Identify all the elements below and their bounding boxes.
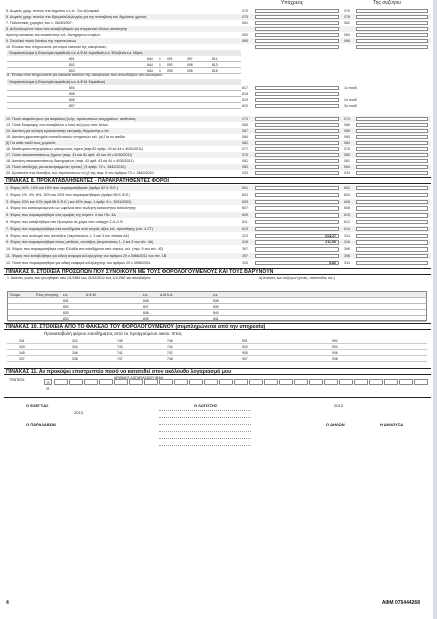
spouse-code: 066 — [344, 39, 350, 43]
rent-code-m: 095 — [167, 69, 173, 73]
accountant-field-line[interactable] — [159, 417, 251, 418]
taxpayer-amount-field[interactable] — [255, 171, 339, 175]
spouse-amount-field[interactable] — [356, 9, 428, 13]
accountant-fields — [159, 410, 251, 454]
office-code: 745 — [117, 339, 123, 343]
student-k-code: 820 — [242, 104, 248, 108]
iban-digit-box[interactable] — [84, 379, 98, 385]
dependent-code2: 848 — [143, 311, 149, 315]
taxpayer-amount-field[interactable] — [255, 15, 339, 19]
student-rent-title: 11. Ενοίκιο που πληρώνεστε για κατοικία παιδιών της οικογένειας που σπουδάζουν στο εσωτερικό: — [6, 73, 163, 77]
bank-label: ΤΡΑΠΕΖΑ — [9, 378, 25, 382]
office-code: 906 — [332, 351, 338, 355]
section-9-header-cell: κ.κ. — [143, 293, 149, 297]
iban-digit-box[interactable] — [54, 379, 68, 385]
form-row — [4, 246, 431, 252]
spouse-amount-field[interactable] — [356, 15, 428, 19]
dependent-code3: 840 — [213, 311, 219, 315]
student-k-code: 817 — [242, 86, 248, 90]
taxpayer-amount-field[interactable] — [255, 123, 339, 127]
spouse-amount-field[interactable] — [356, 45, 428, 49]
iban-digit-box[interactable] — [189, 379, 203, 385]
iban-digit-box[interactable] — [279, 379, 293, 385]
dependent-code2: 847 — [143, 305, 149, 309]
office-code: 344 — [72, 345, 78, 349]
office-code: 907 — [242, 357, 248, 361]
taxpayer-code: 077 — [242, 147, 248, 151]
accountant-label: Ο ΛΟΓΙΣΤΗΣ — [194, 403, 218, 408]
spouse-code: 612 — [344, 220, 350, 224]
year-label: 2013 — [74, 410, 83, 415]
student-amount-field[interactable] — [255, 92, 339, 96]
iban-label: ΑΡΙΘΜΟΣ ΛΟΓΑΡΙΑΣΜΟΥ IBAN — [114, 376, 164, 380]
iban-digit-box[interactable] — [219, 379, 233, 385]
spouse-amount-field[interactable] — [356, 227, 428, 231]
rent-code-m2: 098 — [187, 63, 193, 67]
accountant-field-line[interactable] — [159, 424, 251, 425]
taxpayer-code: 082 — [242, 141, 248, 145]
taxpayer-amount-field[interactable] — [255, 159, 339, 163]
office-code: 342 — [72, 339, 78, 343]
section-9-title: ΠΙΝΑΚΑΣ 9. ΣΤΟΙΧΕΙΑ ΠΡΟΣΩΠΩΝ ΠΟΥ ΣΥΝΟΙΚΟΥΝ ΜΕ ΤΟΥΣ ΦΟΡΟΛΟΓΟΥΜΕΝΟΥΣ ΚΑΙ ΤΟΥΣ ΒΑΡΥΝΟΥΝ — [4, 268, 431, 275]
spouse-code: 083 — [344, 141, 350, 145]
form-row — [4, 233, 431, 239]
row-label: β) Για κάθε παιδί τους χωριστά: — [6, 141, 56, 145]
spouse-amount-field[interactable] — [356, 33, 428, 37]
office-code: 742 — [167, 351, 173, 355]
taxpayer-code: 613 — [242, 226, 248, 231]
spouse-amount-field[interactable] — [356, 129, 428, 133]
spouse-code: 068 — [344, 129, 350, 133]
dependent-code2: 849 — [143, 317, 149, 321]
child-label: 2ο παιδί — [344, 98, 358, 102]
taxpayer-amount-field[interactable] — [255, 21, 339, 25]
taxpayer-code: 083 — [242, 165, 248, 169]
taxpayer-amount-field[interactable] — [255, 227, 339, 231]
page-footer — [6, 600, 426, 608]
taxpayer-amount-field[interactable] — [255, 9, 339, 13]
iban-digit-box[interactable] — [99, 379, 113, 385]
student-code: 805 — [69, 92, 75, 96]
taxpayer-amount-field[interactable] — [255, 45, 339, 49]
iban-digit-box[interactable] — [129, 379, 143, 385]
year2-label: 2013 — [334, 403, 343, 408]
taxpayer-code: 065 — [242, 39, 248, 43]
iban-digit-box[interactable] — [264, 379, 278, 385]
taxpayer-amount-field[interactable] — [255, 200, 339, 204]
row-label: 20. Εμπίπτετε στις διατάξεις των περιπτώσεων α ή β της παρ. 9 του άρθρου 73 ν. 3842/2010: — [6, 171, 155, 175]
form-row — [4, 199, 431, 205]
office-code: 903 — [242, 345, 248, 349]
taxpayer-code: 611 — [242, 220, 248, 224]
spouse-amount-field[interactable] — [356, 123, 428, 127]
row-label: 13. Ποσό διατροφής που καταβάλλει ο ένας σύζυγος στον άλλον — [6, 123, 109, 127]
spouse-amount-field[interactable] — [356, 27, 428, 31]
taxpayer-code: 033 — [242, 171, 248, 175]
child-label: 1ο παιδί — [344, 86, 358, 90]
row-label: 18. Δαπάνη αποκαταστάσεως διατηρητέων (παρ. 42 αρθ. 43 κα 44 ν.4030/2011) — [6, 159, 134, 163]
student-amount-field[interactable] — [255, 104, 339, 108]
rent-code-m: 091 — [167, 57, 173, 61]
section-9-note-right: α) Ανιόντες των συζύγων (γονείς, παππούδες κτλ.) — [259, 276, 335, 280]
spouse-amount-field[interactable] — [356, 117, 428, 121]
dependent-code2: 846 — [143, 299, 149, 303]
section-9-header-cell: Έτος γέννησης — [36, 293, 59, 297]
spouse-amount-field[interactable] — [356, 206, 428, 210]
taxpayer-amount-field[interactable] — [255, 247, 339, 251]
divider — [4, 397, 431, 398]
taxpayer-code: 075 — [242, 9, 248, 13]
student-k-code: 819 — [242, 98, 248, 102]
taxpayer-amount-field[interactable] — [255, 135, 339, 139]
student-code: 804 — [69, 86, 75, 90]
office-code: 901 — [242, 339, 248, 343]
form-row — [4, 170, 431, 176]
rent-code: 801 — [69, 57, 75, 61]
form-row — [4, 44, 431, 50]
office-code: 747 — [117, 357, 123, 361]
row-label: 15. Δαπάνη φροντιστηρίου εκπαιδευτικών υπηρεσιών κτλ. (α) Για τα παιδιά — [6, 135, 125, 139]
accountant-field-line[interactable] — [159, 438, 251, 439]
spouse-amount-field[interactable] — [356, 193, 428, 197]
iban-digit-box[interactable] — [249, 379, 263, 385]
section-9-table — [7, 291, 427, 321]
taxpayer-code: 079 — [242, 153, 248, 157]
iban-digit-box[interactable] — [309, 379, 323, 385]
student-amount-field[interactable] — [255, 98, 339, 102]
taxpayer-amount-field[interactable] — [255, 147, 339, 151]
office-code: 744 — [167, 345, 173, 349]
taxpayer-amount-field[interactable] — [255, 141, 339, 145]
taxpayer-amount-field[interactable] — [255, 33, 339, 37]
student-table-header: Ονοματεπώνυμο ή Επωνυμία εκμισθωτή κ.κ. Α.Φ.Μ. Εκμισθωτή — [7, 79, 241, 85]
spouse-code: 034 — [344, 171, 350, 175]
received-by-label: Ο ΠΑΡΑΛΑΒΩΝ — [26, 422, 56, 427]
row-label: 17. Ποσό αποκαταστάσεως ζημιών (παρ. 41 και 81 άρθ. 43 και 44 ν.4030/2011) — [6, 153, 133, 157]
taxpayer-code: 073 — [242, 117, 248, 121]
spouse-column-header: Της συζύγου — [372, 0, 402, 6]
spouse-amount-field[interactable] — [356, 254, 428, 258]
declaration-note — [7, 392, 427, 400]
rent-code-k: 813 — [212, 63, 218, 67]
row-label: 11. Φόρος που καταβλήθηκε για ειδική εισφορά αλληλεγγύης του άρθρου 29 ν.3986/2011 του πίν. 1Β — [6, 254, 167, 258]
office-code: 748 — [167, 357, 173, 361]
office-code: 337 — [19, 357, 25, 361]
taxpayer-code: 065 — [242, 123, 248, 127]
taxpayer-code: 315 — [242, 240, 248, 245]
section-10-row — [7, 356, 427, 362]
spouse-code: 398 — [344, 247, 350, 252]
taxpayer-code: 067 — [242, 129, 248, 133]
office-code: 908 — [332, 357, 338, 361]
spouse-amount-field[interactable] — [356, 21, 428, 25]
taxpayer-amount-field[interactable] — [255, 27, 339, 31]
section-8-title: ΠΙΝΑΚΑΣ 8. ΠΡΟΚΑΤΑΒΛΗΘΕΝΤΕΣ - ΠΑΡΑΚΡΑΤΗΘΕΝΤΕΣ ΦΟΡΟΙ — [4, 177, 431, 184]
taxpayer-amount-value: 211,06 — [325, 240, 336, 245]
student-code: 807 — [69, 104, 75, 108]
taxpayer-amount-field[interactable] — [255, 117, 339, 121]
iban-digit-box[interactable] — [384, 379, 398, 385]
spouse-amount-field[interactable] — [356, 153, 428, 157]
dependent-code: 833 — [63, 311, 69, 315]
rent-code-m2: 096 — [187, 69, 193, 73]
iban-digit-box[interactable] — [114, 379, 128, 385]
spouse-code: 062 — [344, 21, 350, 25]
rent-yes: ΝΑΙ — [147, 69, 153, 73]
spouse-amount-field[interactable] — [356, 147, 428, 151]
section-9-header-cell: Α.Φ.Μ. — [86, 293, 97, 297]
section-9-header-cell: κ.κ. — [213, 293, 219, 297]
tax-form-page — [4, 0, 431, 612]
spouse-amount-field[interactable] — [356, 213, 428, 217]
dependent-code: 831 — [63, 299, 69, 303]
row-label: 3. Φόρος 20% και 10% (άρθ.58 Κ.Φ.Ε.) και 15% (παρ. 1 άρθρ. 5 ν. 3091/2002) — [6, 199, 132, 204]
taxpayer-amount-field[interactable] — [255, 165, 339, 169]
student-code: 806 — [69, 98, 75, 102]
spouse-code: 602 — [344, 186, 350, 190]
iban-digit-box[interactable] — [144, 379, 158, 385]
page-edge — [433, 0, 437, 619]
child-label: 3ο παιδί — [344, 104, 358, 108]
rent-code-m: 092 — [167, 63, 173, 67]
student-amount-field[interactable] — [255, 86, 339, 90]
row-label: 5. Φόρος που παρακρατήθηκε στις αμοιβές της περίπτ. 4 του Πίν. 4Α — [6, 213, 116, 218]
taxpayer-code: 601 — [242, 186, 248, 190]
row-label: 2. Φόρος 1%, 4%, 8%, 15% και 20% που παρακρατήθηκαν (άρθρο 55 Κ.Φ.Ε.) — [6, 192, 131, 197]
declarant-f-label: Η ΔΗΛΟΥΣΑ — [380, 422, 404, 427]
taxpayer-code: 397 — [242, 247, 248, 252]
iban-digit-box[interactable] — [414, 379, 428, 385]
taxpayer-amount-field[interactable] — [255, 206, 339, 210]
rent-code-k: 815 — [212, 69, 218, 73]
office-code: 341 — [19, 339, 25, 343]
spouse-code: 076 — [344, 9, 350, 13]
spouse-code: 085 — [344, 135, 350, 139]
section-9-row — [8, 316, 426, 322]
office-code: 743 — [117, 345, 123, 349]
taxpayer-code: 313 — [242, 233, 248, 238]
row-label: 16. Μισθώματα επιχειρήσεων τριτογενούς τομέα (παρ.82 άρθρ. 43 κα 44 ν.4030/2011) — [6, 147, 144, 151]
taxpayer-amount-field[interactable] — [255, 193, 339, 197]
office-code: 346 — [72, 351, 78, 355]
spouse-amount-field[interactable] — [356, 240, 428, 244]
spouse-code: 316 — [344, 240, 350, 245]
section-9-header-cell: κ.κ. — [63, 293, 69, 297]
checked-by-label: Ο ΕΛΕΓΞΑΣ — [26, 403, 49, 408]
declarant-label: Ο ΔΗΛΩΝ — [326, 422, 345, 427]
office-code: 741 — [117, 351, 123, 355]
spouse-amount-field[interactable] — [356, 234, 428, 238]
dependent-code: 834 — [63, 317, 69, 321]
spouse-code: 398 — [344, 254, 350, 258]
iban-digit-box[interactable] — [159, 379, 173, 385]
spouse-amount-field[interactable] — [356, 135, 428, 139]
row-label: 7. Φόρος που παρακρατήθηκε στα εισοδήματα από κινητές αξίες κτλ. προσθήκης (πίν. 4 ΣΤ) — [6, 226, 153, 231]
row-label: 9. Φόρος που παρακρατήθηκε στους μισθούς, συντάξεις (περιπτώσεις 1, 2 και 3 του πίν. 4Α) — [6, 240, 154, 245]
iban-digit-box[interactable] — [354, 379, 368, 385]
spouse-amount-field[interactable] — [356, 200, 428, 204]
iban-digit-box[interactable] — [369, 379, 383, 385]
student-k-code: 818 — [242, 92, 248, 96]
form-row — [4, 192, 431, 198]
spouse-code: 604 — [344, 192, 350, 197]
row-label: 12. Ποσό που παρακρατήθηκε για ειδική εισφορά αλληλεγγύης του άρθρου 29 ν.3986/2011 — [6, 260, 151, 265]
taxpayer-code: 081 — [242, 159, 248, 163]
section-10-title: ΠΙΝΑΚΑΣ 10. ΣΤΟΙΧΕΙΑ ΑΠΟ ΤΟ ΦΑΚΕΛΟ ΤΟΥ ΦΟΡΟΛΟΓΟΥΜΕΝΟΥ (συμπληρώνεται από την υπηρεσία) — [4, 323, 431, 330]
taxpayer-amount-field[interactable] — [255, 220, 339, 224]
spouse-code: 084 — [344, 165, 350, 169]
row-label: 6. Δωρεές χρημ. ποσών στο ίδρυμα/αλληλεγγύη για την απόσβεση του δημόσιου χρέους — [6, 15, 147, 19]
iban-digit-box[interactable] — [69, 379, 83, 385]
taxpayer-code: 075 — [242, 15, 248, 19]
row-label: 19. Ποσό αποδοχής για κατεστραμμένες τράπεζ. (9 άρθρ. 73 ν. 3842/2010) — [6, 165, 126, 169]
spouse-code: 080 — [344, 153, 350, 157]
row-label: 10. Φόρος που παρακρατήθηκε στην Ελλάδα στα εισοδήματα από τόκους, κτλ. (περ. 9 του πίν. 4Ζ) — [6, 247, 164, 252]
iban-digit-box[interactable] — [339, 379, 353, 385]
form-row — [4, 212, 431, 218]
taxpayer-amount-field[interactable] — [255, 129, 339, 133]
spouse-code: 064 — [344, 33, 350, 37]
spouse-amount-field[interactable] — [356, 39, 428, 43]
row-label: πρώτης κατοικίας και ανακαίνισης κτλ. διατηρητέων κτιρίων: — [6, 33, 102, 37]
spouse-amount-field[interactable] — [356, 159, 428, 163]
taxpayer-amount-value: 214,27 — [325, 233, 336, 238]
rent-code-k: 811 — [212, 57, 218, 61]
taxpayer-amount-field[interactable] — [255, 186, 339, 190]
rent-code-m2: 097 — [187, 57, 193, 61]
row-label: 5. Δωρεές χρημ. ποσών στο Δημόσιο κ.λ.π.: Στο εξωτερικό — [6, 9, 100, 13]
spouse-code: 606 — [344, 199, 350, 204]
row-label: 8. Φόρος που αναλογεί στις συντάξεις (περιπτώσεις 1, 2 και 3 του πίνακα 4Α) — [6, 233, 129, 238]
footer-afm: ΑΦΜ 075444268 — [381, 600, 420, 606]
taxpayer-code: 607 — [242, 206, 248, 211]
office-code: 338 — [72, 357, 78, 361]
rent-yes: ΝΑΙ — [147, 57, 153, 61]
page-number: 4 — [6, 600, 9, 606]
student-amount-row — [4, 103, 431, 109]
office-code: 345 — [19, 351, 25, 355]
form-row — [4, 260, 431, 266]
iban-digit-box[interactable] — [324, 379, 338, 385]
spouse-amount-field[interactable] — [356, 261, 428, 265]
office-code: 343 — [19, 345, 25, 349]
form-row — [4, 205, 431, 211]
section-9-note-left: 1. Ανιόντες γονείς που γεννήθηκαν από 1/1/1984 έως 31/12/2012 έως 1/1/1987 και σπουδάζουν — [7, 276, 151, 280]
spouse-amount-field[interactable] — [356, 220, 428, 224]
spouse-amount-field[interactable] — [356, 186, 428, 190]
row-label: 10. Ενοίκιο που πληρώνεστε για κύρια κατοικία της οικογένειας: — [6, 45, 107, 49]
iban-digit-box[interactable] — [294, 379, 308, 385]
iban-digit-box[interactable] — [399, 379, 413, 385]
rent-code: 803 — [69, 69, 75, 73]
section-10-subtitle: Προκαταβολή φόρου εισοδήματος από το προηγούμενο οικον. Έτος — [44, 331, 182, 336]
row-label: 9. Συνολικό ποσό δανείου της περιπτώσεως — [6, 39, 77, 43]
spouse-amount-field[interactable] — [356, 247, 428, 251]
spouse-code: 334 — [344, 260, 350, 265]
spouse-code: 066 — [344, 123, 350, 127]
dependent-code3: 841 — [213, 317, 219, 321]
rent-count: 1 — [159, 63, 161, 67]
spouse-amount-field[interactable] — [356, 165, 428, 169]
taxpayer-column-header: Υπόχρεος — [280, 0, 304, 6]
office-code: 746 — [167, 339, 173, 343]
spouse-code: 610 — [344, 213, 350, 218]
form-row — [4, 185, 431, 191]
form-row — [4, 239, 431, 245]
dependent-code3: 839 — [213, 305, 219, 309]
row-label: 6. Φόρος που καταβλήθηκε στο εξωτερικό σε χώρα που υπάρχει Σ.Α.Ο.Φ. — [6, 220, 124, 224]
row-label: 14. Δαπάνη για αλλαγή εγκατάστασης κεντρικής θέρμανσης κ.λπ. — [6, 129, 110, 133]
rent-count: 1 — [159, 57, 161, 61]
spouse-code: 082 — [344, 159, 350, 163]
iban-prefix-box: G R — [44, 379, 52, 385]
taxpayer-code: 063 — [242, 33, 248, 37]
iban-digit-box[interactable] — [204, 379, 218, 385]
iban-digit-box[interactable] — [234, 379, 248, 385]
dependent-code: 832 — [63, 305, 69, 309]
row-label: 1. Φόρος 40%, 10% και 15% που παρακρατήθηκαν (άρθρο 52 Κ.Φ.Ε.) — [6, 186, 119, 190]
taxpayer-code: 603 — [242, 192, 248, 197]
taxpayer-code: 084 — [242, 135, 248, 139]
spouse-amount-field[interactable] — [356, 141, 428, 145]
taxpayer-amount-field[interactable] — [255, 39, 339, 43]
rent-table-header: Ονοματεπώνυμο ή Επωνυμία εκμισθωτή κ.κ. Α.Φ.Μ. εκμισθωτή κ.κ. Φιλοξενία κ.κ. Μήνες — [7, 50, 241, 56]
row-label: 7. Πολιτιστικές χορηγίες του ν. 3525/2007: — [6, 21, 73, 25]
row-label: 12. Ποσό ασφαλίστρων για ασφάλιση ζωής, προσωπικών ατυχημάτων, ασθένειας — [6, 117, 136, 121]
office-code: 904 — [332, 345, 338, 349]
section-9-header-cell: Όνομα — [10, 293, 21, 297]
spouse-code: 076 — [344, 15, 350, 19]
spouse-code: 074 — [344, 117, 350, 121]
form-row — [4, 253, 431, 259]
form-row — [4, 219, 431, 225]
spouse-code: 614 — [344, 226, 350, 231]
rent-code: 802 — [69, 63, 75, 67]
spouse-code: 314 — [344, 233, 350, 238]
rent-yes: ΝΑΙ — [147, 63, 153, 67]
taxpayer-amount-value: 4,82 — [329, 260, 336, 265]
iban-digit-box[interactable] — [174, 379, 188, 385]
office-code: 905 — [242, 351, 248, 355]
taxpayer-code: 061 — [242, 21, 248, 25]
row-label: 4. Φόρος του κατακυρούμενου ως ωφέλεια από πώληση αυτοκινήτου αυτοκίνητης — [6, 206, 136, 211]
taxpayer-code: 397 — [242, 254, 248, 258]
taxpayer-amount-field[interactable] — [255, 254, 339, 258]
office-code: 902 — [332, 339, 338, 343]
spouse-code: 608 — [344, 206, 350, 211]
section-9-header-cell: Α.Μ.Κ.Α. — [160, 293, 174, 297]
taxpayer-amount-field[interactable] — [255, 153, 339, 157]
dependent-code3: 838 — [213, 299, 219, 303]
accountant-field-line[interactable] — [159, 445, 251, 446]
taxpayer-code: 609 — [242, 213, 248, 218]
accountant-field-line[interactable] — [159, 410, 251, 411]
section-11-title: ΠΙΝΑΚΑΣ 11. Αν προκύψει επιστρεπτέο ποσό να κατατεθεί στον ακόλουθο λογαριασμό μου — [4, 368, 431, 375]
spouse-amount-field[interactable] — [356, 171, 428, 175]
rent-count: 1 — [159, 69, 161, 73]
row-label: 8. Δεδουλευμένοι τόκοι που καταβλήθηκαν για στεγαστικό δάνειο απόκτησης — [6, 27, 128, 31]
taxpayer-amount-field[interactable] — [255, 213, 339, 217]
taxpayer-code: 605 — [242, 199, 248, 204]
taxpayer-code: 333 — [242, 260, 248, 265]
spouse-code: 078 — [344, 147, 350, 151]
form-row — [4, 226, 431, 232]
accountant-field-line[interactable] — [159, 431, 251, 432]
section-10-table — [7, 338, 427, 363]
